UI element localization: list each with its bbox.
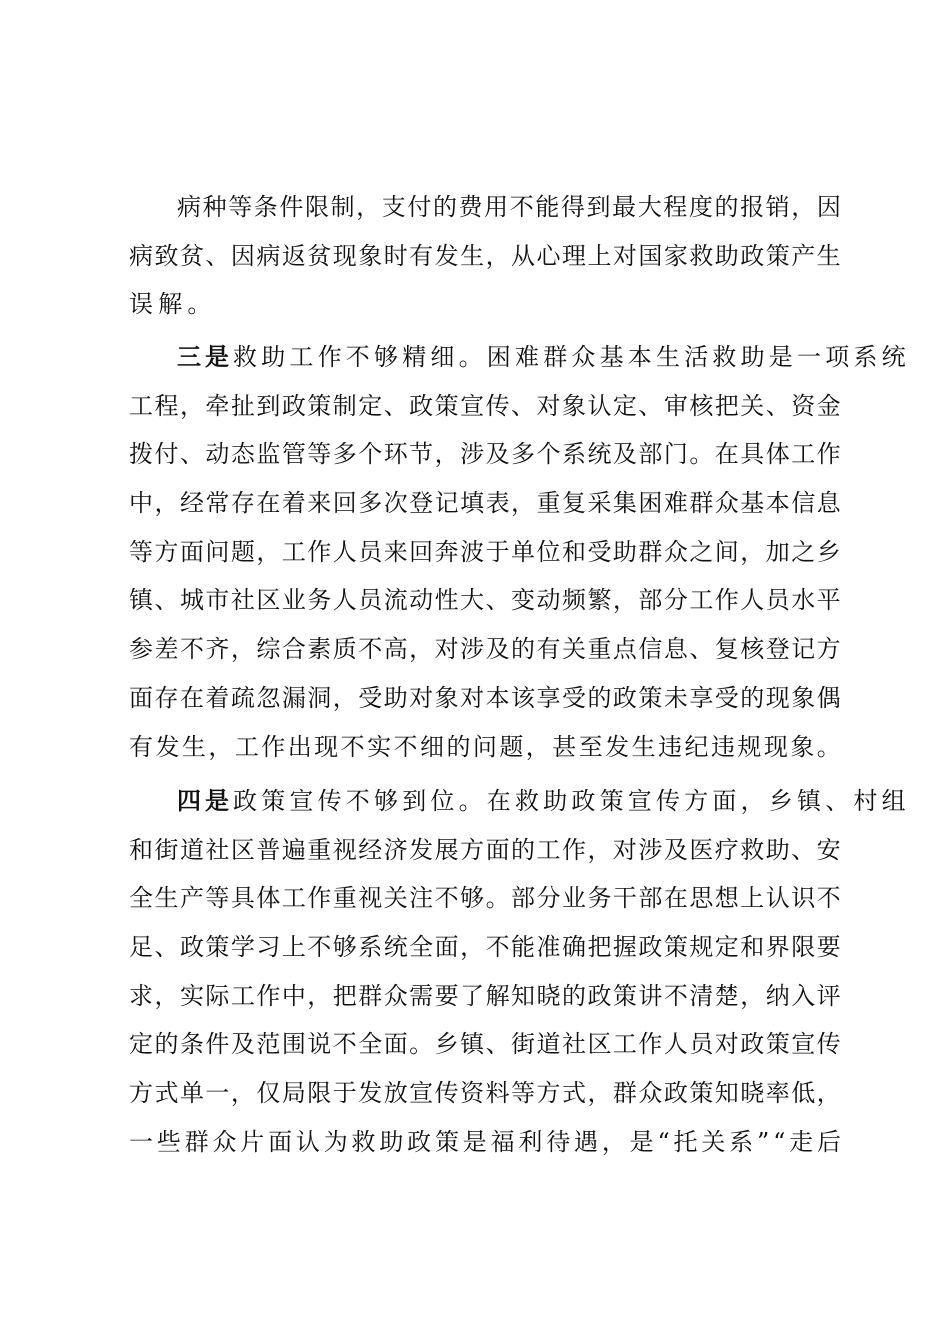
text-line: 和 街 道 社 区 普 遍 重 视 经 济 发 展 方 面 的 工 作 ， 对 涉 及 医 疗 救 助 、 安	[129, 835, 841, 864]
text-line: 工 程 ， 牵 扯 到 政 策 制 定 、 政 策 宣 传 、 对 象 认 定 、 审 核 把 关 、 资 金	[129, 391, 841, 420]
text-line: 全 生 产 等 具 体 工 作 重 视 关 注 不 够 。 部 分 业 务 干 部 在 思 想 上 认 识 不	[129, 884, 841, 913]
text-line: 足 、 政 策 学 习 上 不 够 系 统 全 面 ， 不 能 准 确 把 握 政 策 规 定 和 界 限 要	[129, 933, 841, 962]
text-line: 定 的 条 件 及 范 围 说 不 全 面 。 乡 镇 、 街 道 社 区 工 作 人 员 对 政 策 宣 传	[129, 1030, 841, 1059]
text-line: 参 差 不 齐 ， 综 合 素 质 不 高 ， 对 涉 及 的 有 关 重 点 信 息 、 复 核 登 记 方	[129, 635, 841, 664]
paragraph-lead: 四是	[177, 786, 233, 815]
text-line: 病 致 贫 、 因 病 返 贫 现 象 时 有 发 生 ， 从 心 理 上 对 国 家 救 助 政 策 产 生	[129, 241, 841, 270]
text-line: 镇 、 城 市 社 区 业 务 人 员 流 动 性 大 、 变 动 频 繁 ， 部 分 工 作 人 员 水 平	[129, 586, 841, 615]
text-line: 等 方 面 问 题 ， 工 作 人 员 来 回 奔 波 于 单 位 和 受 助 群 众 之 间 ， 加 之 乡	[129, 537, 841, 566]
text-line: 有 发 生 ， 工 作 出 现 不 实 不 细 的 问 题 ， 甚 至 发 生 违 纪 违 规 现 象 。	[129, 732, 841, 761]
text-line: 一 些 群 众 片 面 认 为 救 助 政 策 是 福 利 待 遇 ， 是 “ 托 关 系 ” “ 走 后	[129, 1127, 841, 1156]
paragraph-lead: 三是	[177, 342, 233, 371]
text-line	[129, 777, 910, 826]
text-line: 病 种 等 条 件 限 制 ， 支 付 的 费 用 不 能 得 到 最 大 程 度 的 报 销 ， 因	[177, 193, 841, 221]
text-line: 面 存 在 着 疏 忽 漏 洞 ， 受 助 对 象 对 本 该 享 受 的 政 策 未 享 受 的 现 象 偶	[129, 683, 841, 712]
text-run: 救助工作不够精细。困难群众基本生活救助是一项系统	[233, 343, 910, 371]
text-run: 政策宣传不够到位。在救助政策宣传方面，乡镇、村组	[233, 787, 910, 815]
paragraph-1	[129, 183, 841, 329]
paragraph-3	[129, 777, 910, 1167]
text-line	[129, 333, 910, 382]
text-line: 方 式 单 一 ， 仅 局 限 于 发 放 宣 传 资 料 等 方 式 ， 群 众 政 策 知 晓 率 低 ，	[129, 1079, 841, 1108]
paragraph-2	[129, 333, 910, 771]
text-line: 拨 付 、 动 态 监 管 等 多 个 环 节 ， 涉 及 多 个 系 统 及 部 门 。 在 具 体 工 作	[129, 440, 841, 469]
text-line: 误解。	[129, 290, 217, 319]
text-line: 求 ， 实 际 工 作 中 ， 把 群 众 需 要 了 解 知 晓 的 政 策 讲 不 清 楚 ， 纳 入 评	[129, 981, 841, 1010]
text-line: 中 ， 经 常 存 在 着 来 回 多 次 登 记 填 表 ， 重 复 采 集 困 难 群 众 基 本 信 息	[129, 489, 841, 518]
